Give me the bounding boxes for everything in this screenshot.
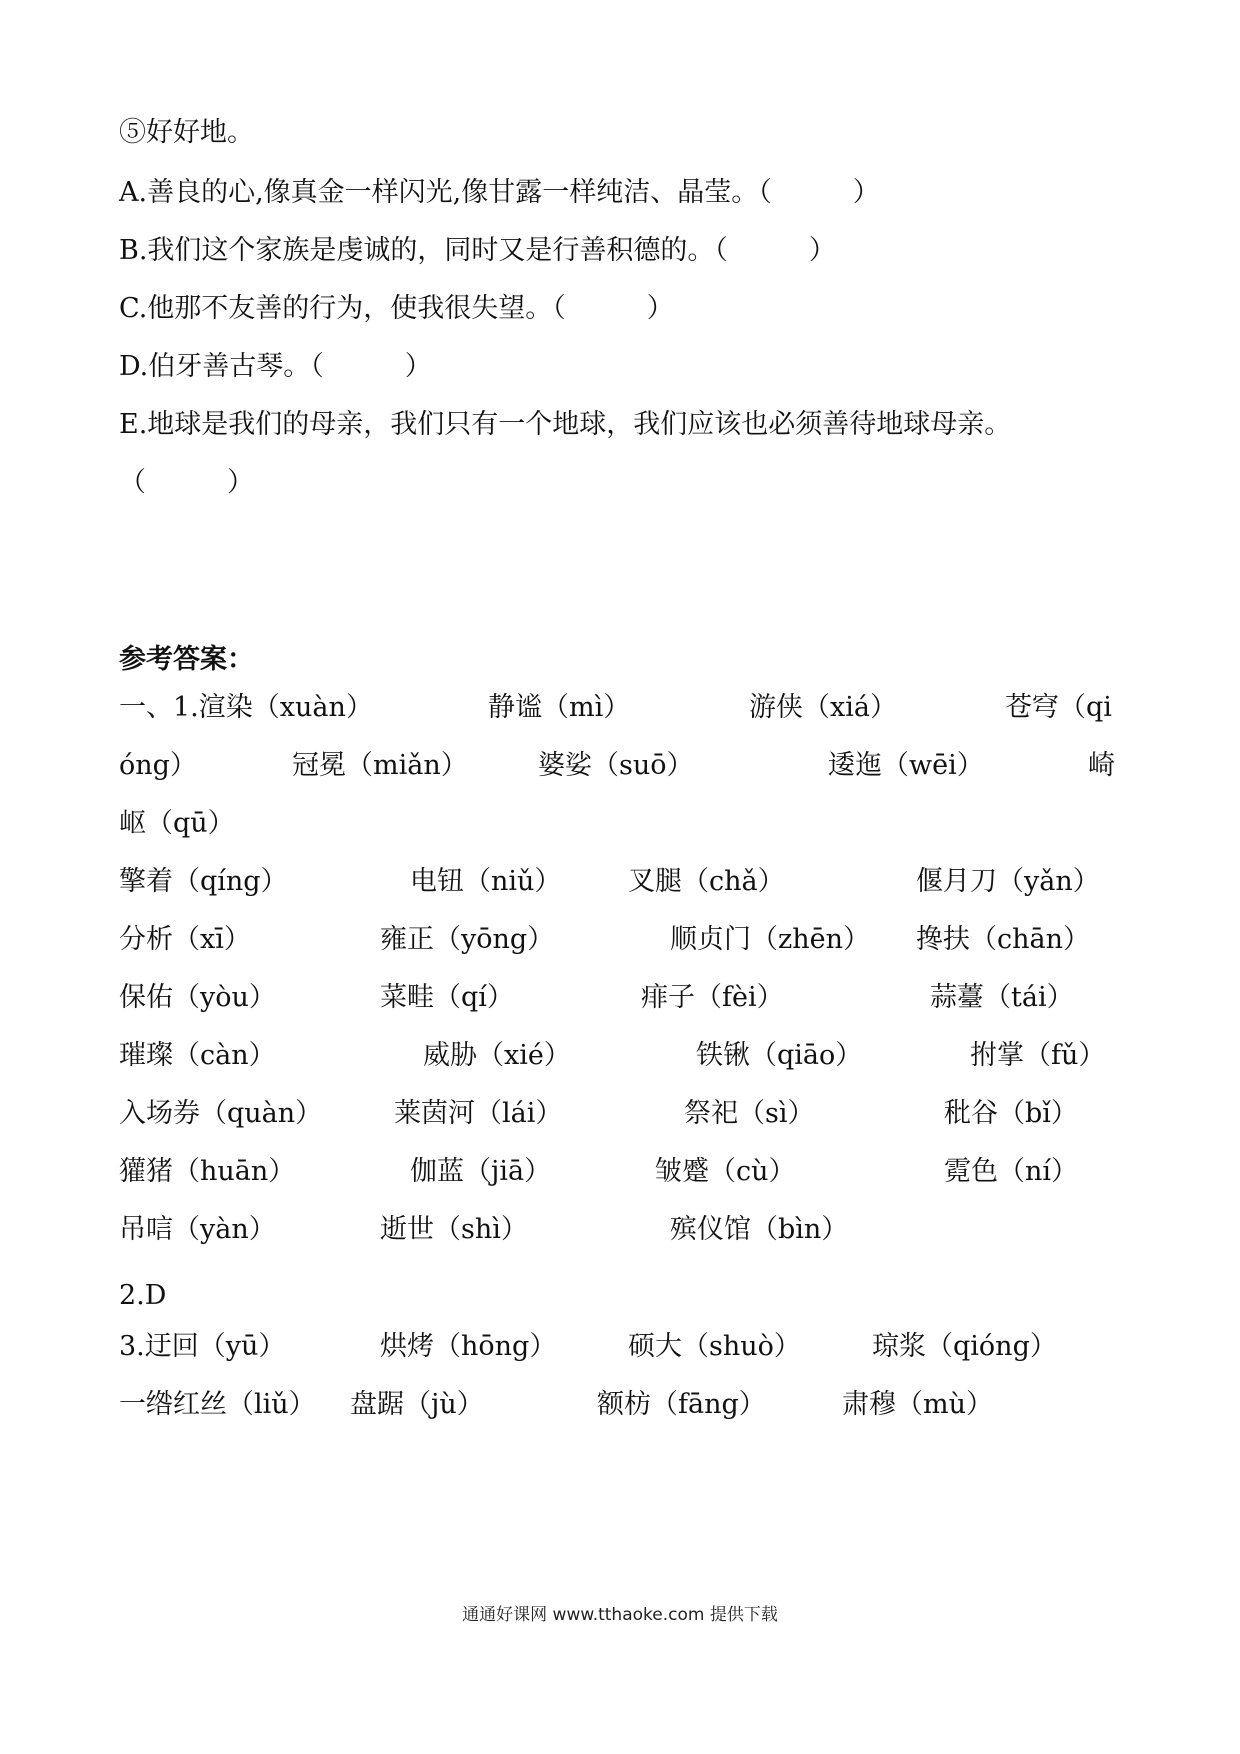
answer-item: 顺贞门（zhēn）: [670, 924, 870, 955]
answer-item: 殡仪馆（bìn）: [670, 1214, 849, 1245]
answer-item: 逝世（shì）: [380, 1214, 528, 1245]
answer-item: 一绺红丝（liǔ）: [119, 1389, 316, 1420]
answer-item: 额枋（fāng）: [597, 1389, 766, 1420]
answer-item: 琼浆（qióng）: [872, 1331, 1057, 1362]
answer-item: 威胁（xié）: [423, 1040, 571, 1071]
answer-item: 3.迂回（yū）: [119, 1331, 286, 1362]
answer-item: 擎着（qíng）: [119, 866, 288, 897]
answer-item: 岖（qū）: [119, 808, 235, 839]
answer-item: 硕大（shuò）: [628, 1331, 801, 1362]
option-d: D.伯牙善古琴。（ ）: [119, 351, 432, 382]
footer-watermark: 通通好课网 www.tthaoke.com 提供下载: [462, 1605, 778, 1625]
answer-item: 皱蹙（cù）: [655, 1156, 796, 1187]
answer-item: 烘烤（hōng）: [380, 1331, 557, 1362]
answer-item: 电钮（niǔ）: [410, 866, 562, 897]
answer-item: 盘踞（jù）: [350, 1389, 484, 1420]
answer-item: 雍正（yōng）: [380, 924, 555, 955]
answer-item: 婆娑（suō）: [538, 750, 694, 781]
answer-item: 保佑（yòu）: [119, 982, 276, 1013]
answer-2: 2.D: [119, 1280, 167, 1311]
answer-item: 菜畦（qí）: [380, 982, 514, 1013]
answer-item: 痱子（fèi）: [641, 982, 784, 1013]
answer-item: 静谧（mì）: [488, 692, 631, 723]
answer-item: 拊掌（fǔ）: [970, 1040, 1106, 1071]
answer-item: 獾猪（huān）: [119, 1156, 296, 1187]
option-b: B.我们这个家族是虔诚的，同时又是行善积德的。（ ）: [119, 235, 836, 266]
answer-item: 一、1.渲染（xuàn）: [119, 692, 373, 723]
answer-item: 蒜薹（tái）: [930, 982, 1074, 1013]
answer-item: 分析（xī）: [119, 924, 251, 955]
answer-item: 苍穹（qi: [1005, 692, 1112, 723]
answer-item: 逶迤（wēi）: [828, 750, 984, 781]
answer-item: 偃月刀（yǎn）: [916, 866, 1100, 897]
answer-item: 搀扶（chān）: [916, 924, 1090, 955]
answer-item: 崎: [1088, 750, 1115, 781]
option-a: A.善良的心,像真金一样闪光,像甘露一样纯洁、晶莹。（ ）: [119, 177, 880, 208]
answer-item: 铁锹（qiāo）: [696, 1040, 863, 1071]
answer-item: 伽蓝（jiā）: [410, 1156, 552, 1187]
option-e: E.地球是我们的母亲，我们只有一个地球，我们应该也必须善待地球母亲。: [119, 409, 1012, 440]
answer-item: 肃穆（mù）: [842, 1389, 993, 1420]
answer-item: 璀璨（càn）: [119, 1040, 276, 1071]
answer-item: 祭祀（sì）: [684, 1098, 815, 1129]
option-c: C.他那不友善的行为，使我很失望。（ ）: [119, 293, 674, 324]
answer-item: 秕谷（bǐ）: [944, 1098, 1078, 1129]
answer-item: 游侠（xiá）: [749, 692, 897, 723]
answer-item: 冠冕（miǎn）: [292, 750, 468, 781]
answer-heading: 参考答案：: [119, 644, 254, 675]
answer-item: 叉腿（chǎ）: [628, 866, 785, 897]
question-5-label: ⑤好好地。: [119, 117, 254, 148]
answer-item: 吊唁（yàn）: [119, 1214, 276, 1245]
option-e-paren: （ ）: [119, 467, 254, 498]
answer-item: 莱茵河（lái）: [394, 1098, 563, 1129]
answer-item: 霓色（ní）: [944, 1156, 1079, 1187]
answer-item: óng）: [119, 750, 197, 781]
answer-item: 入场券（quàn）: [119, 1098, 323, 1129]
